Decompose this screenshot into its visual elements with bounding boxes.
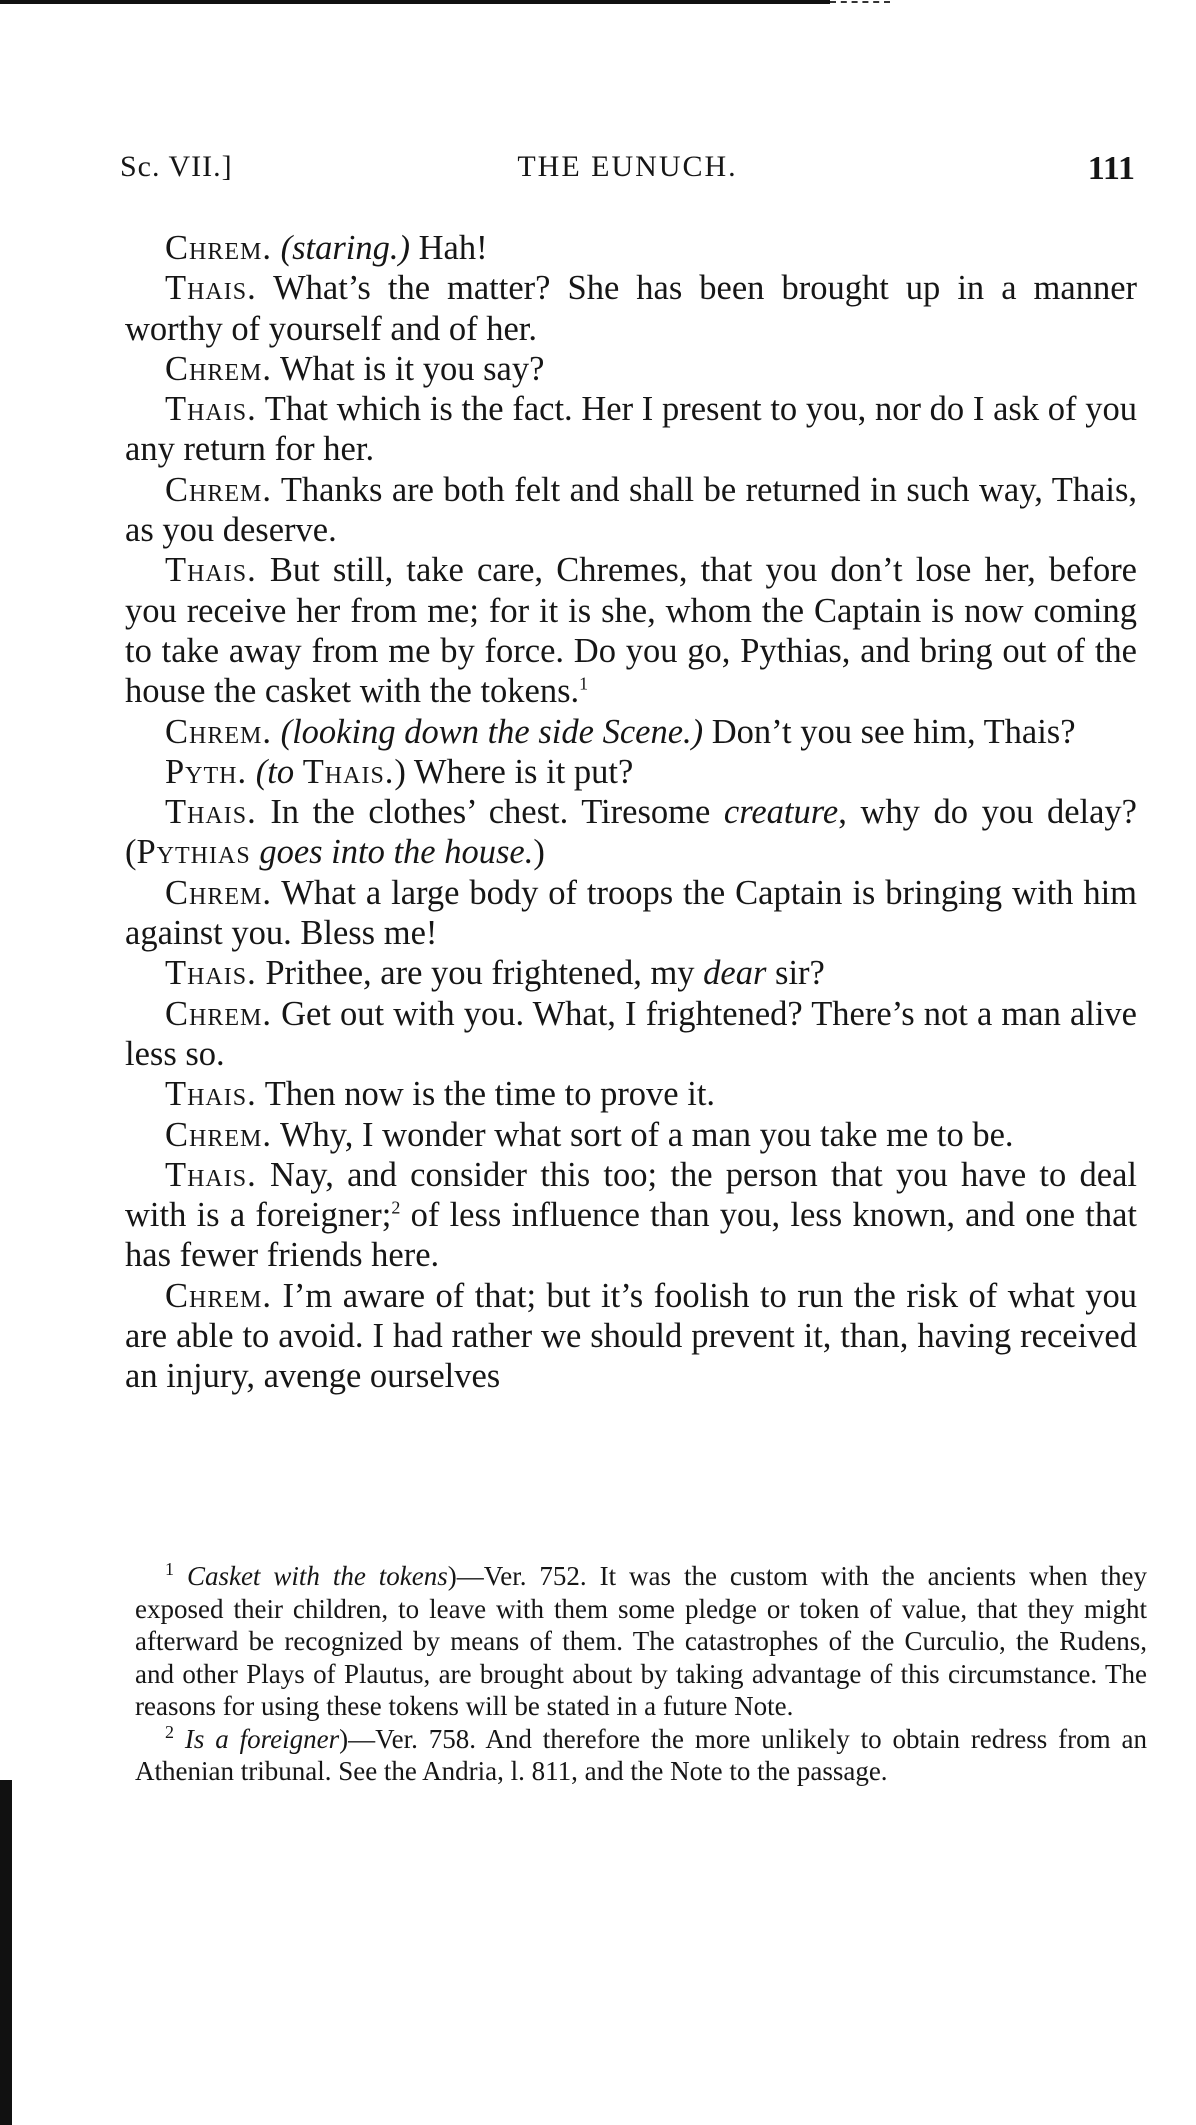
footnote-text: )—Ver. 752. It was the custom with the ancients when they exposed their children, to leave with them some pledge or token of value, that they might afterward be recognized by means of them. The catastrophes of the Curculio, the Rudens, and other Plays of Plautus, are brought about by taking advantage of this circumstance. The reasons for using these tokens will be stated in a future Note. [135, 1561, 1147, 1721]
footnote-text: )—Ver. 758. And therefore the more unlikely to obtain redress from an Athenian tribunal. See the Andria, l. 811, and the Note to the passage. [135, 1723, 1147, 1786]
stage-direction-close: ) [533, 833, 545, 872]
speech-chrem-7 [125, 1115, 1137, 1155]
speech-chrem-6 [125, 994, 1137, 1075]
speech-text: Hah! [409, 229, 488, 267]
speaker-name: Chrem. [165, 229, 272, 267]
speech-text: But still, take care, Chremes, that you don’t lose her, before you receive her from me; for it is she, whom the Captain is now coming to take away from me by force. Do you go, Pythias, and bring out of the house the casket with the tokens. [125, 551, 1137, 711]
top-edge-dashes [830, 1, 890, 3]
speech-thais-5 [125, 953, 1137, 993]
running-header [120, 150, 1135, 200]
speech-thais-7 [125, 1155, 1137, 1276]
speaker-name: Thais. [165, 390, 257, 429]
speaker-name: Chrem. [165, 1115, 272, 1154]
dialogue-body [125, 228, 1137, 1397]
footnotes [135, 1560, 1147, 1788]
scene-label: Sc. VII.] [120, 150, 233, 183]
stage-direction: (staring.) [280, 229, 410, 267]
speech-thais-2 [125, 389, 1137, 470]
stage-direction-close: ) [394, 752, 406, 791]
speech-chrem-1 [125, 228, 1137, 268]
speaker-name: Chrem. [165, 994, 272, 1033]
speech-thais-4 [125, 792, 1137, 873]
stage-direction: goes into the house. [250, 833, 534, 872]
speaker-name: Thais. [165, 1155, 257, 1194]
footnote-mark: 2 [165, 1721, 174, 1742]
speech-text: of less influence than you, less known, and one that has fewer friends here. [125, 1196, 1138, 1275]
footnote-ref: 1 [579, 673, 589, 694]
stage-direction: (looking down the side Scene.) [280, 712, 704, 751]
speech-chrem-8 [125, 1276, 1137, 1397]
speech-chrem-3 [125, 470, 1137, 551]
speech-thais-1 [125, 268, 1137, 349]
speech-text: What’s the matter? She has been brought up in a manner worthy of yourself and of her. [125, 269, 1137, 348]
speech-text: Don’t you see him, Thais? [703, 712, 1076, 751]
speech-text: Get out with you. What, I frightened? There’s not a man alive less so. [125, 994, 1137, 1073]
speaker-name: Pyth. [165, 752, 248, 791]
footnote-1 [135, 1560, 1147, 1723]
speaker-name: Chrem. [165, 873, 272, 912]
speech-thais-6 [125, 1074, 1137, 1114]
stage-direction: (to [255, 752, 295, 791]
speaker-name: Chrem. [165, 470, 272, 509]
speaker-name: Chrem. [165, 349, 272, 388]
footnote-ref: 2 [391, 1197, 401, 1218]
speaker-name: Thais. [165, 954, 257, 993]
speech-chrem-4 [125, 712, 1137, 752]
speech-pyth-1 [125, 752, 1137, 792]
binding-shadow [0, 1780, 12, 2125]
speech-text: I’m aware of that; but it’s foolish to run the risk of what you are able to avoid. I had rather we should prevent it, than, having received an injury, avenge ourselves [125, 1276, 1137, 1396]
speaker-name: Thais. [165, 269, 257, 308]
footnote-title: Casket with the tokens [186, 1561, 448, 1591]
speech-text: What a large body of troops the Captain is bringing with him against you. Bless me! [125, 873, 1137, 953]
footnote-mark: 1 [165, 1559, 174, 1579]
speaker-name: Thais. [165, 551, 257, 590]
speech-chrem-5 [125, 873, 1137, 954]
speech-text: Then now is the time to prove it. [256, 1075, 716, 1114]
speaker-name: Chrem. [165, 1276, 272, 1315]
speech-text: Nay, and consider this too; the person that you have to deal with is a foreigner; [125, 1155, 1137, 1235]
stage-direction-name: Pythias [136, 833, 251, 872]
stage-direction-name: Thais. [302, 752, 395, 791]
footnote-title: Is a foreigner [184, 1723, 340, 1754]
speech-text: Prithee, are you frightened, my [256, 954, 704, 993]
speech-text: What is it you say? [271, 349, 545, 388]
speech-thais-3 [125, 550, 1137, 711]
speech-chrem-2 [125, 349, 1137, 389]
speech-text: In the clothes’ chest. Tiresome [256, 793, 724, 832]
speech-text: That which is the fact. Her I present to you, nor do I ask of you any return for her. [125, 390, 1137, 469]
speaker-name: Chrem. [165, 712, 272, 751]
speech-text: sir? [766, 954, 825, 993]
running-title: THE EUNUCH. [517, 150, 738, 183]
speech-text: Why, I wonder what sort of a man you take me to be. [271, 1115, 1014, 1154]
speaker-name: Thais. [165, 1075, 257, 1114]
footnote-2 [135, 1723, 1147, 1788]
stage-direction-open: ( [125, 833, 137, 872]
page-number: 111 [1087, 150, 1135, 187]
speech-text: , why do you delay? [838, 793, 1137, 832]
top-edge-rule [0, 0, 830, 4]
emphasis: dear [703, 954, 767, 993]
speaker-name: Thais. [165, 793, 257, 832]
speech-text: Where is it put? [405, 752, 634, 791]
emphasis: creature [723, 793, 839, 832]
speech-text: Thanks are both felt and shall be returned in such way, Thais, as you deserve. [125, 470, 1137, 550]
